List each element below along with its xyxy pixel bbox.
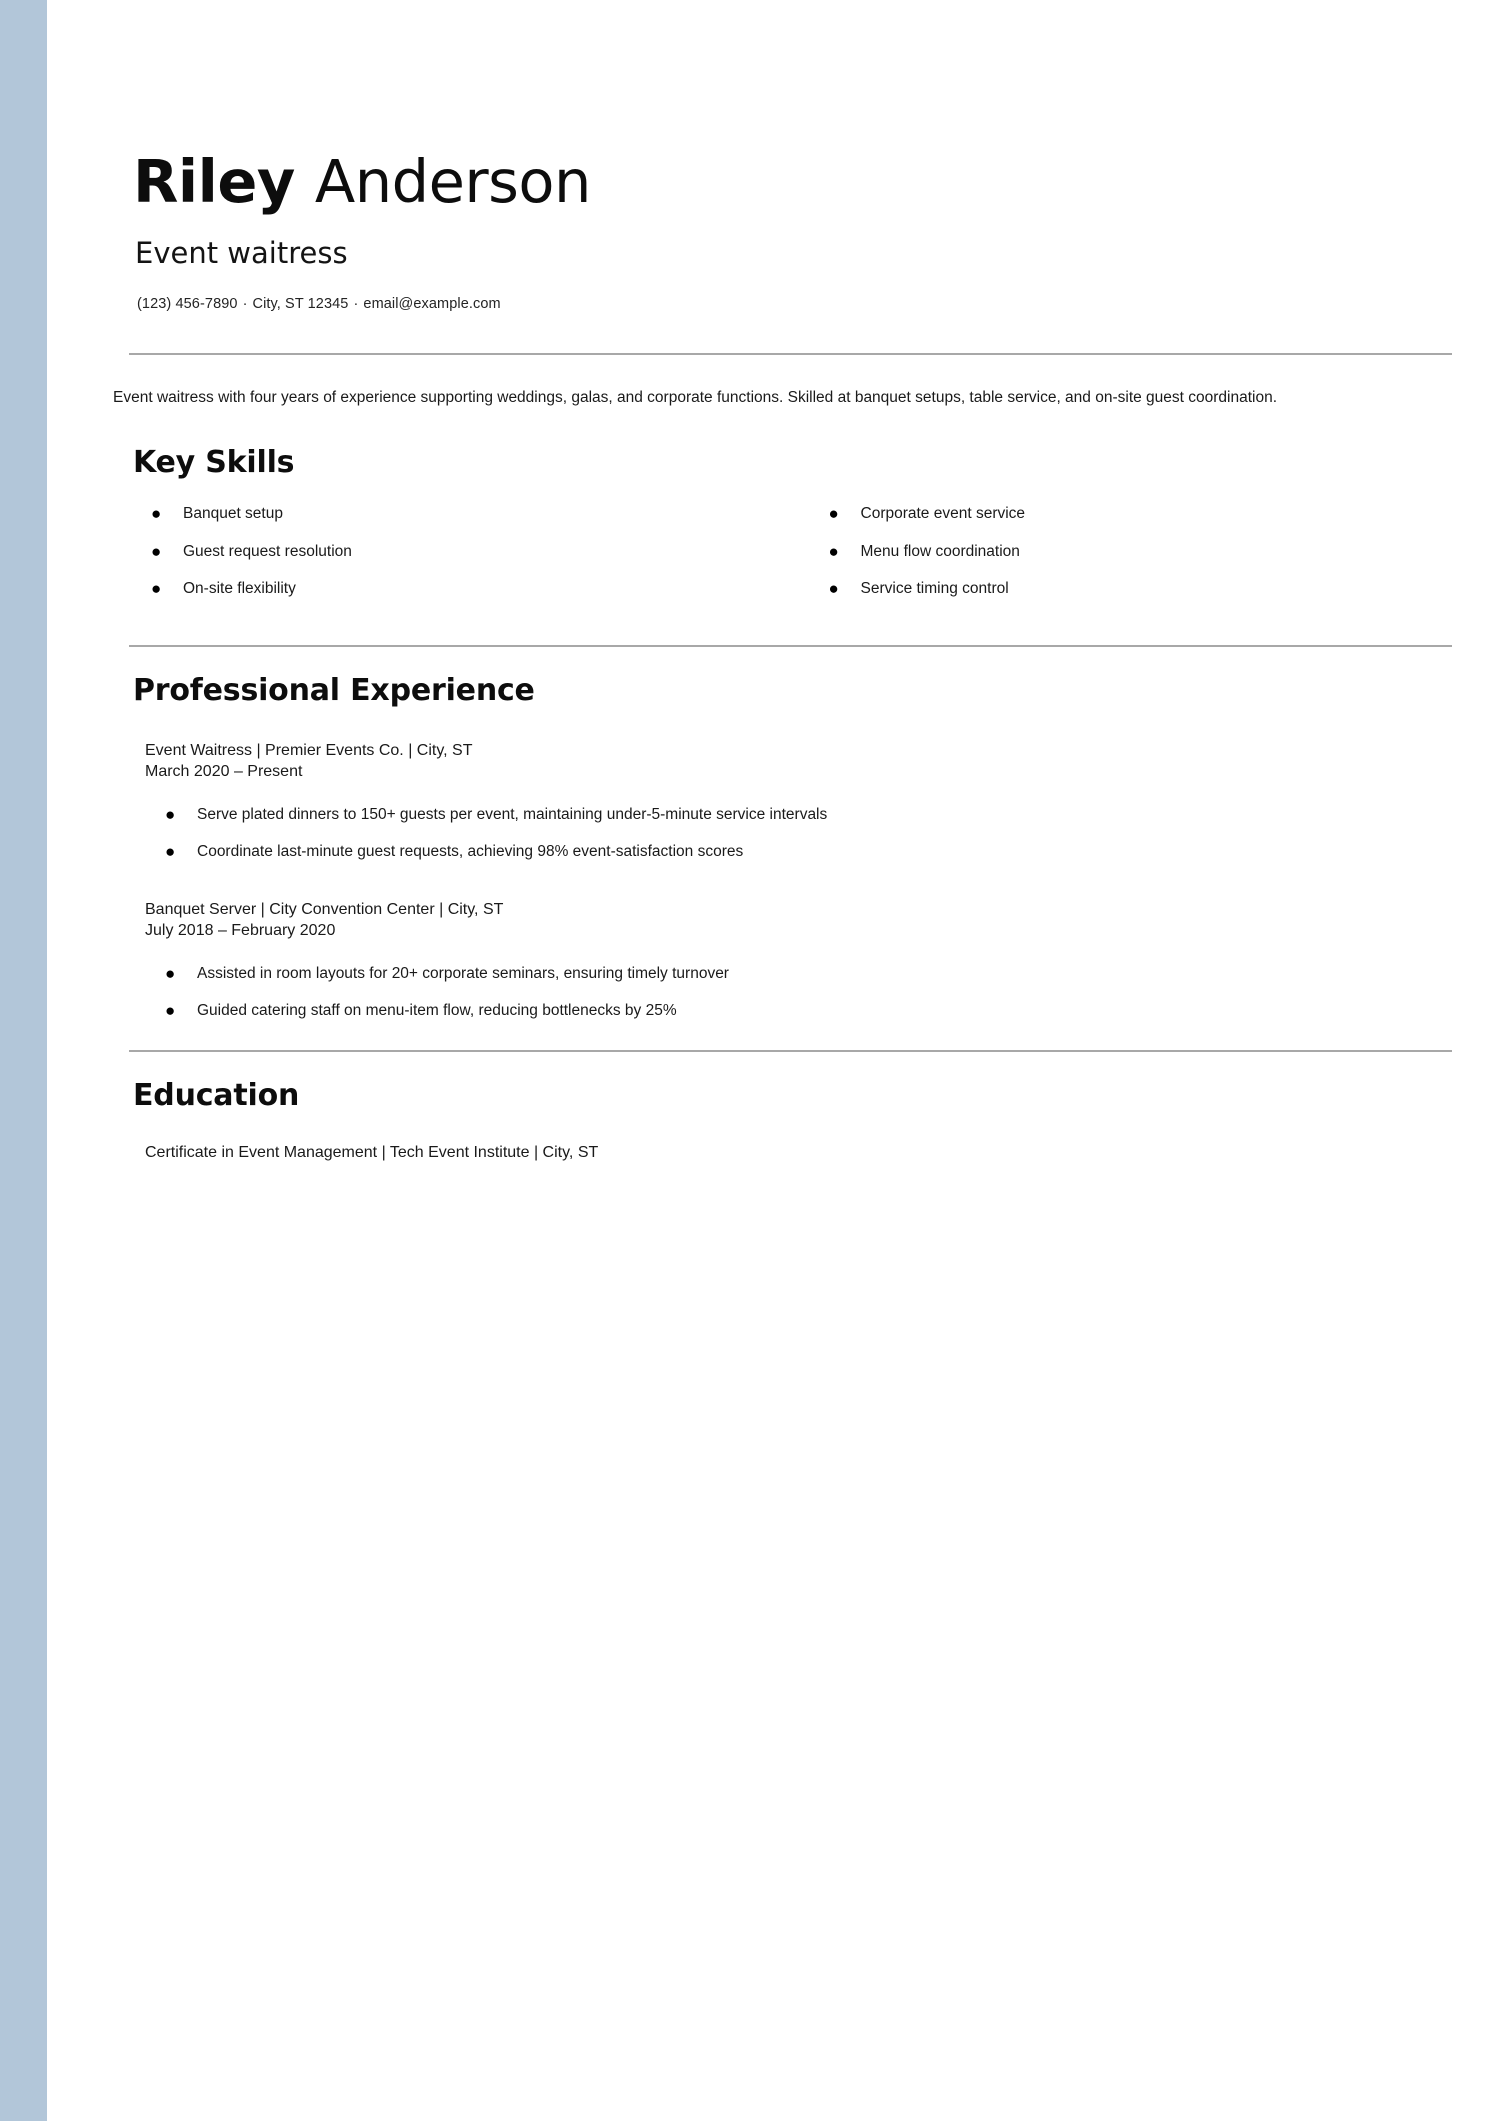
experience-bullet-text: Guided catering staff on menu-item flow, reducing bottlenecks by 25%	[197, 1002, 677, 1020]
skill-label: Menu flow coordination	[860, 542, 1020, 560]
experience-role-line: Event Waitress | Premier Events Co. | City, ST	[145, 742, 473, 760]
bullet-icon: ●	[151, 579, 162, 599]
section-heading-key-skills: Key Skills	[133, 444, 295, 480]
skill-label: Corporate event service	[860, 504, 1026, 522]
experience-entry	[105, 899, 1452, 1020]
divider-after-header	[129, 353, 1452, 355]
list-item	[133, 505, 793, 523]
list-item	[133, 543, 793, 561]
experience-role-line: Banquet Server | City Convention Center | City, ST	[145, 901, 504, 919]
experience-bullet-text: Serve plated dinners to 150+ guests per event, maintaining under-5-minute service intervals	[197, 806, 828, 824]
bullet-icon: ●	[165, 842, 176, 862]
contact-separator-1: ·	[242, 295, 248, 312]
list-item	[145, 1002, 1452, 1020]
accent-sidebar-bar	[0, 0, 47, 2121]
section-heading-professional-experience: Professional Experience	[133, 673, 535, 709]
contact-separator-2: ·	[353, 295, 359, 312]
bullet-icon: ●	[828, 541, 839, 561]
divider-before-experience	[129, 645, 1452, 647]
skill-label: Banquet setup	[183, 504, 283, 522]
experience-dates: March 2020 – Present	[145, 763, 303, 781]
list-item	[145, 843, 1452, 861]
experience-entry	[105, 740, 1452, 861]
bullet-icon: ●	[828, 579, 839, 599]
bullet-icon: ●	[165, 964, 176, 984]
bullet-icon: ●	[165, 805, 176, 825]
page-title	[105, 147, 1452, 216]
list-item	[133, 580, 793, 598]
last-name: Anderson	[314, 147, 591, 216]
section-heading-education: Education	[133, 1078, 300, 1114]
list-item	[811, 580, 1453, 598]
experience-bullet-text: Coordinate last-minute guest requests, achieving 98% event-satisfaction scores	[197, 843, 744, 861]
experience-bullet-list	[145, 806, 1452, 861]
skill-label: Guest request resolution	[183, 542, 352, 560]
bullet-icon: ●	[828, 503, 839, 523]
bullet-icon: ●	[151, 541, 162, 561]
key-skills-column-left	[133, 505, 793, 619]
experience-bullet-text: Assisted in room layouts for 20+ corporate seminars, ensuring timely turnover	[197, 965, 729, 983]
first-name: Riley	[133, 147, 295, 216]
job-title: Event waitress	[135, 235, 348, 270]
list-item	[145, 806, 1452, 824]
list-item	[811, 543, 1453, 561]
key-skills-column-right	[793, 505, 1453, 619]
key-skills-list	[105, 505, 1452, 619]
contact-email: email@example.com	[363, 295, 501, 312]
skill-label: Service timing control	[860, 580, 1009, 598]
resume-header	[105, 147, 1452, 312]
bullet-icon: ●	[151, 503, 162, 523]
experience-bullet-list	[145, 965, 1452, 1020]
list-item	[145, 965, 1452, 983]
contact-line	[105, 296, 1452, 312]
professional-summary: Event waitress with four years of experience supporting weddings, galas, and corporate functions. Skilled at banquet setups, table service, and on-site guest coordination.	[113, 388, 1278, 406]
resume-content	[47, 0, 1500, 2121]
bullet-icon: ●	[165, 1001, 176, 1021]
list-item	[811, 505, 1453, 523]
contact-location: City, ST 12345	[252, 295, 349, 312]
contact-phone: (123) 456-7890	[137, 295, 238, 312]
experience-dates: July 2018 – February 2020	[145, 922, 336, 940]
education-entry: Certificate in Event Management | Tech Event Institute | City, ST	[145, 1144, 599, 1162]
skill-label: On-site flexibility	[183, 580, 296, 598]
divider-before-education	[129, 1050, 1452, 1052]
